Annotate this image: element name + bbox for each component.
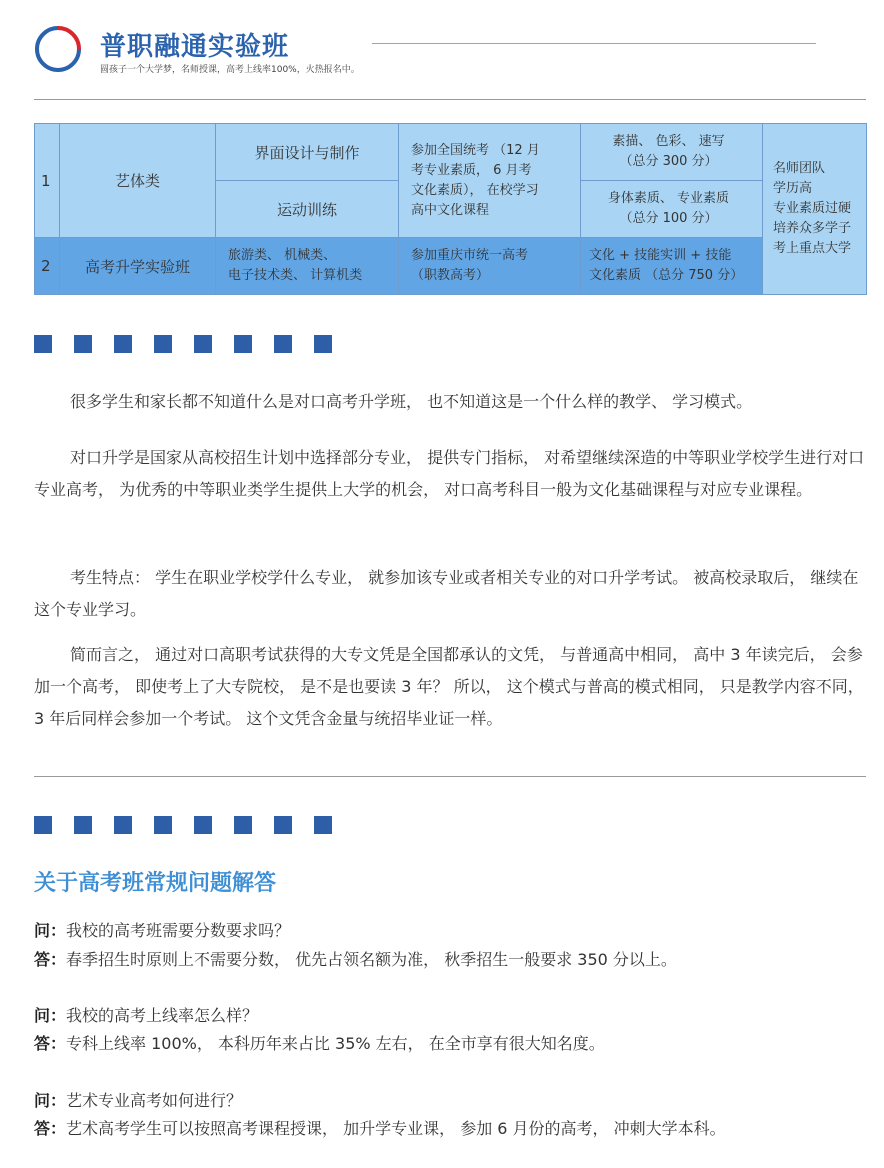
header-rule bbox=[372, 43, 816, 44]
exam-cell: 参加全国统考 （12 月 考专业素质， 6 月考 文化素质）， 在校学习 高中文化课程 bbox=[399, 124, 581, 238]
paragraph: 很多学生和家长都不知道什么是对口高考升学班， 也不知道这是一个什么样的教学、 学习模式。 bbox=[70, 392, 753, 411]
paragraph: 简而言之， 通过对口高职考试获得的大专文凭是全国都承认的文凭， 与普通高中相同， 高中 3 年读完后， 会参加一个高考， 即使考上了大专院校， 是不是也要读 3 年？ 所以， 这个模式与普高的模式相同， 只是教学内容不同， 3 年后同样会参加一个考试。 这个文凭含金量与统招毕业证一样。 bbox=[34, 645, 864, 728]
score-cell: 身体素质、 专业素质 （总分 100 分） bbox=[581, 181, 763, 238]
faq-question: 问：我校的高考上线率怎么样？ bbox=[34, 1006, 259, 1025]
faq-question: 问：艺术专业高考如何进行？ bbox=[34, 1091, 243, 1110]
category-cell: 高考升学实验班 bbox=[60, 238, 216, 295]
faq-question: 问：我校的高考班需要分数要求吗？ bbox=[34, 921, 291, 940]
score-cell: 素描、 色彩、 速写 （总分 300 分） bbox=[581, 124, 763, 181]
top-divider bbox=[34, 99, 866, 100]
table-row bbox=[35, 238, 867, 295]
faq-title: 关于高考班常规问题解答 bbox=[34, 871, 277, 896]
course-cell: 界面设计与制作 bbox=[216, 124, 399, 181]
page-slogan: 圆孩子一个大学梦，名师授课，高考上线率100%，火热报名中。 bbox=[100, 65, 360, 75]
faq-answer: 答：专科上线率 100%， 本科历年来占比 35% 左右， 在全市享有很大知名度。 bbox=[34, 1034, 605, 1053]
table-row bbox=[35, 124, 867, 181]
program-table bbox=[34, 123, 867, 295]
score-cell: 文化 + 技能实训 + 技能 文化素质 （总分 750 分） bbox=[581, 238, 763, 295]
exam-cell: 参加重庆市统一高考 （职教高考） bbox=[399, 238, 581, 295]
faq-answer: 答：春季招生时原则上不需要分数， 优先占领名额为准， 秋季招生一般要求 350 分以上。 bbox=[34, 950, 677, 969]
page-title: 普职融通实验班 bbox=[100, 32, 290, 62]
advantage-cell: 名师团队 学历高 专业素质过硬 培养众多学子 考上重点大学 bbox=[763, 124, 867, 295]
row-number: 2 bbox=[35, 238, 60, 295]
paragraph: 对口升学是国家从高校招生计划中选择部分专业， 提供专门指标， 对希望继续深造的中等职业学校学生进行对口专业高考， 为优秀的中等职业类学生提供上大学的机会， 对口高考科目一般为文化基础课程与对应专业课程。 bbox=[34, 448, 865, 499]
faq-answer: 答：艺术高考学生可以按照高考课程授课， 加升学专业课， 参加 6 月份的高考， 冲刺大学本科。 bbox=[34, 1119, 726, 1138]
paragraph: 考生特点： 学生在职业学校学什么专业， 就参加该专业或者相关专业的对口升学考试。 被高校录取后， 继续在这个专业学习。 bbox=[34, 568, 859, 619]
row-number: 1 bbox=[35, 124, 60, 238]
square-decoration bbox=[34, 816, 332, 834]
brand-logo bbox=[34, 25, 82, 73]
course-cell: 运动训练 bbox=[216, 181, 399, 238]
course-cell: 旅游类、 机械类、 电子技术类、 计算机类 bbox=[216, 238, 399, 295]
category-cell: 艺体类 bbox=[60, 124, 216, 238]
square-decoration bbox=[34, 335, 332, 353]
middle-divider bbox=[34, 776, 866, 777]
